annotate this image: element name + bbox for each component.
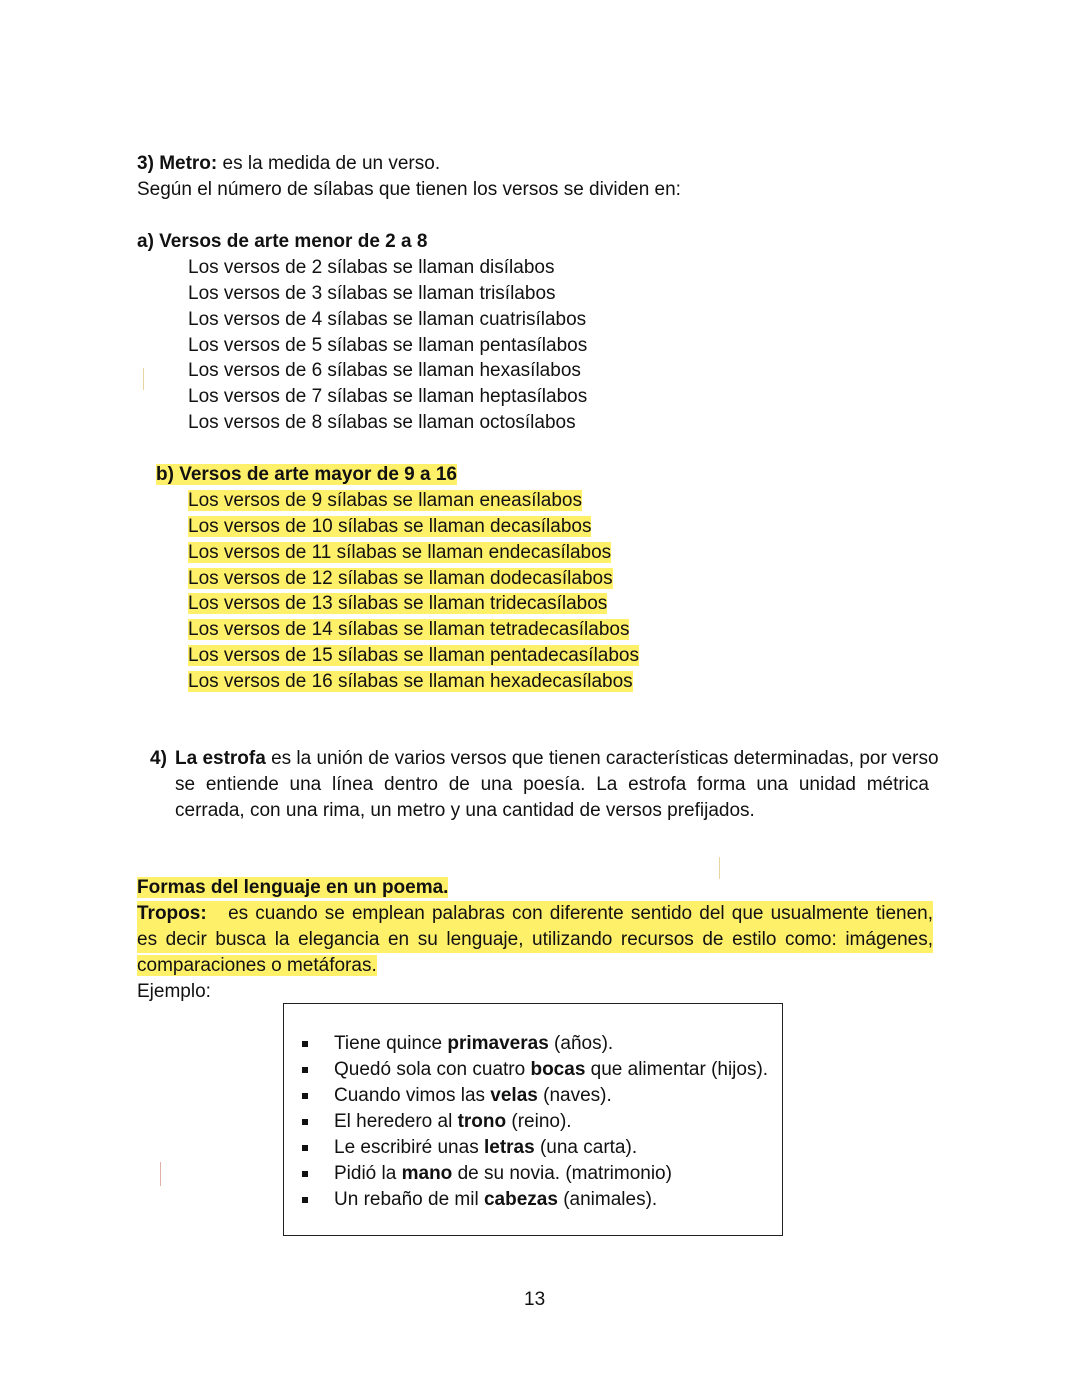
section-4-line-1-rest: es la unión de varios versos que tienen características determinadas, por verso: [265, 748, 939, 769]
page-number: 13: [524, 1289, 546, 1310]
section-term: Metro:: [159, 153, 218, 174]
list-item: Los versos de 3 sílabas se llaman trisílabos: [188, 283, 556, 304]
section-4-number-text: 4): [150, 748, 167, 769]
list-item: Los versos de 5 sílabas se llaman pentasílabos: [188, 335, 588, 356]
example-text: Cuando vimos las: [334, 1085, 491, 1106]
list-item-text: Los versos de 10 sílabas se llaman decasílabos: [188, 516, 592, 537]
tropos-line-1-text: es cuando se emplean palabras con diferente sentido del que usualmente tienen,: [228, 903, 933, 924]
scan-mark: [719, 857, 720, 879]
tropos-line-1: [137, 901, 933, 927]
tropos-line-3-text: comparaciones o metáforas.: [137, 955, 377, 976]
section-4-line-3: cerrada, con una rima, un metro y una cantidad de versos prefijados.: [175, 800, 755, 821]
list-item: [188, 591, 607, 617]
section-definition: es la medida de un verso.: [217, 153, 441, 174]
example-bold: cabezas: [483, 1189, 558, 1210]
list-item-text: Los versos de 11 sílabas se llaman endecasílabos: [188, 542, 612, 563]
tropos-line-3: [137, 953, 377, 979]
arte-mayor-heading: [156, 462, 457, 488]
scan-mark: [160, 1162, 161, 1186]
list-item: Los versos de 6 sílabas se llaman hexasílabos: [188, 360, 581, 381]
list-item-text: Los versos de 14 sílabas se llaman tetradecasílabos: [188, 619, 630, 640]
list-item-text: Los versos de 13 sílabas se llaman tridecasílabos: [188, 593, 608, 614]
list-item: Los versos de 8 sílabas se llaman octosílabos: [188, 412, 576, 433]
bullet-icon: [302, 1093, 308, 1099]
arte-menor-heading: [137, 229, 427, 255]
list-item: [188, 540, 611, 566]
list-item-text: Los versos de 12 sílabas se llaman dodecasílabos: [188, 568, 613, 589]
list-item: Los versos de 7 sílabas se llaman heptasílabos: [188, 386, 588, 407]
bullet-icon: [302, 1041, 308, 1047]
bullet-icon: [302, 1119, 308, 1125]
bullet-icon: [302, 1171, 308, 1177]
example-bold: letras: [483, 1137, 535, 1158]
list-item: [188, 669, 633, 695]
list-item: [188, 514, 591, 540]
formas-heading: [137, 875, 448, 901]
list-item-text: Los versos de 16 sílabas se llaman hexadecasílabos: [188, 671, 633, 692]
list-item: Los versos de 2 sílabas se llaman disílabos: [188, 257, 555, 278]
bullet-icon: [302, 1145, 308, 1151]
list-item: [188, 617, 629, 643]
example-text: Un rebaño de mil: [334, 1189, 484, 1210]
example-text: (naves).: [537, 1085, 612, 1106]
example-text: Tiene quince: [334, 1033, 448, 1054]
formas-heading-text: Formas del lenguaje en un poema.: [137, 877, 449, 898]
example-text: que alimentar (hijos).: [585, 1059, 769, 1080]
example-label: Ejemplo:: [137, 981, 211, 1002]
example-text: (años).: [548, 1033, 614, 1054]
example-text: de su novia. (matrimonio): [452, 1163, 672, 1184]
list-item: [188, 488, 582, 514]
example-bold: trono: [457, 1111, 507, 1132]
list-item-text: Los versos de 9 sílabas se llaman eneasílabos: [188, 490, 582, 511]
arte-mayor-heading-text: b) Versos de arte mayor de 9 a 16: [156, 464, 457, 485]
list-item: Los versos de 4 sílabas se llaman cuatrisílabos: [188, 309, 587, 330]
section-number: 3): [137, 153, 154, 174]
example-text: Pidió la: [334, 1163, 402, 1184]
example-text: El heredero al: [334, 1111, 458, 1132]
example-text: Le escribiré unas: [334, 1137, 484, 1158]
example-bold: bocas: [530, 1059, 586, 1080]
example-text: (reino).: [506, 1111, 572, 1132]
arte-menor-heading-text: a) Versos de arte menor de 2 a 8: [137, 231, 428, 252]
section-4-line-2: se entiende una línea dentro de una poesía. La estrofa forma una unidad métrica: [175, 774, 929, 795]
list-item: [188, 643, 639, 669]
example-bold: primaveras: [447, 1033, 549, 1054]
list-item-text: Los versos de 15 sílabas se llaman pentadecasílabos: [188, 645, 639, 666]
tropos-line-2: es decir busca la elegancia en su lenguaje, utilizando recursos de estilo como: imágenes,: [137, 927, 933, 953]
example-bold: mano: [401, 1163, 453, 1184]
scan-mark: [143, 368, 144, 390]
example-bold: velas: [490, 1085, 538, 1106]
bullet-icon: [302, 1067, 308, 1073]
example-text: Quedó sola con cuatro: [334, 1059, 531, 1080]
tropos-label: Tropos:: [137, 903, 207, 924]
section-3-intro: Según el número de sílabas que tienen los versos se dividen en:: [137, 179, 681, 200]
example-text: (una carta).: [534, 1137, 638, 1158]
section-3-heading: [137, 151, 440, 177]
section-4-line-1: [175, 746, 939, 772]
section-4-term: La estrofa: [175, 748, 266, 769]
section-4-number: [150, 746, 167, 772]
list-item: [188, 566, 613, 592]
bullet-icon: [302, 1197, 308, 1203]
example-text: (animales).: [557, 1189, 658, 1210]
